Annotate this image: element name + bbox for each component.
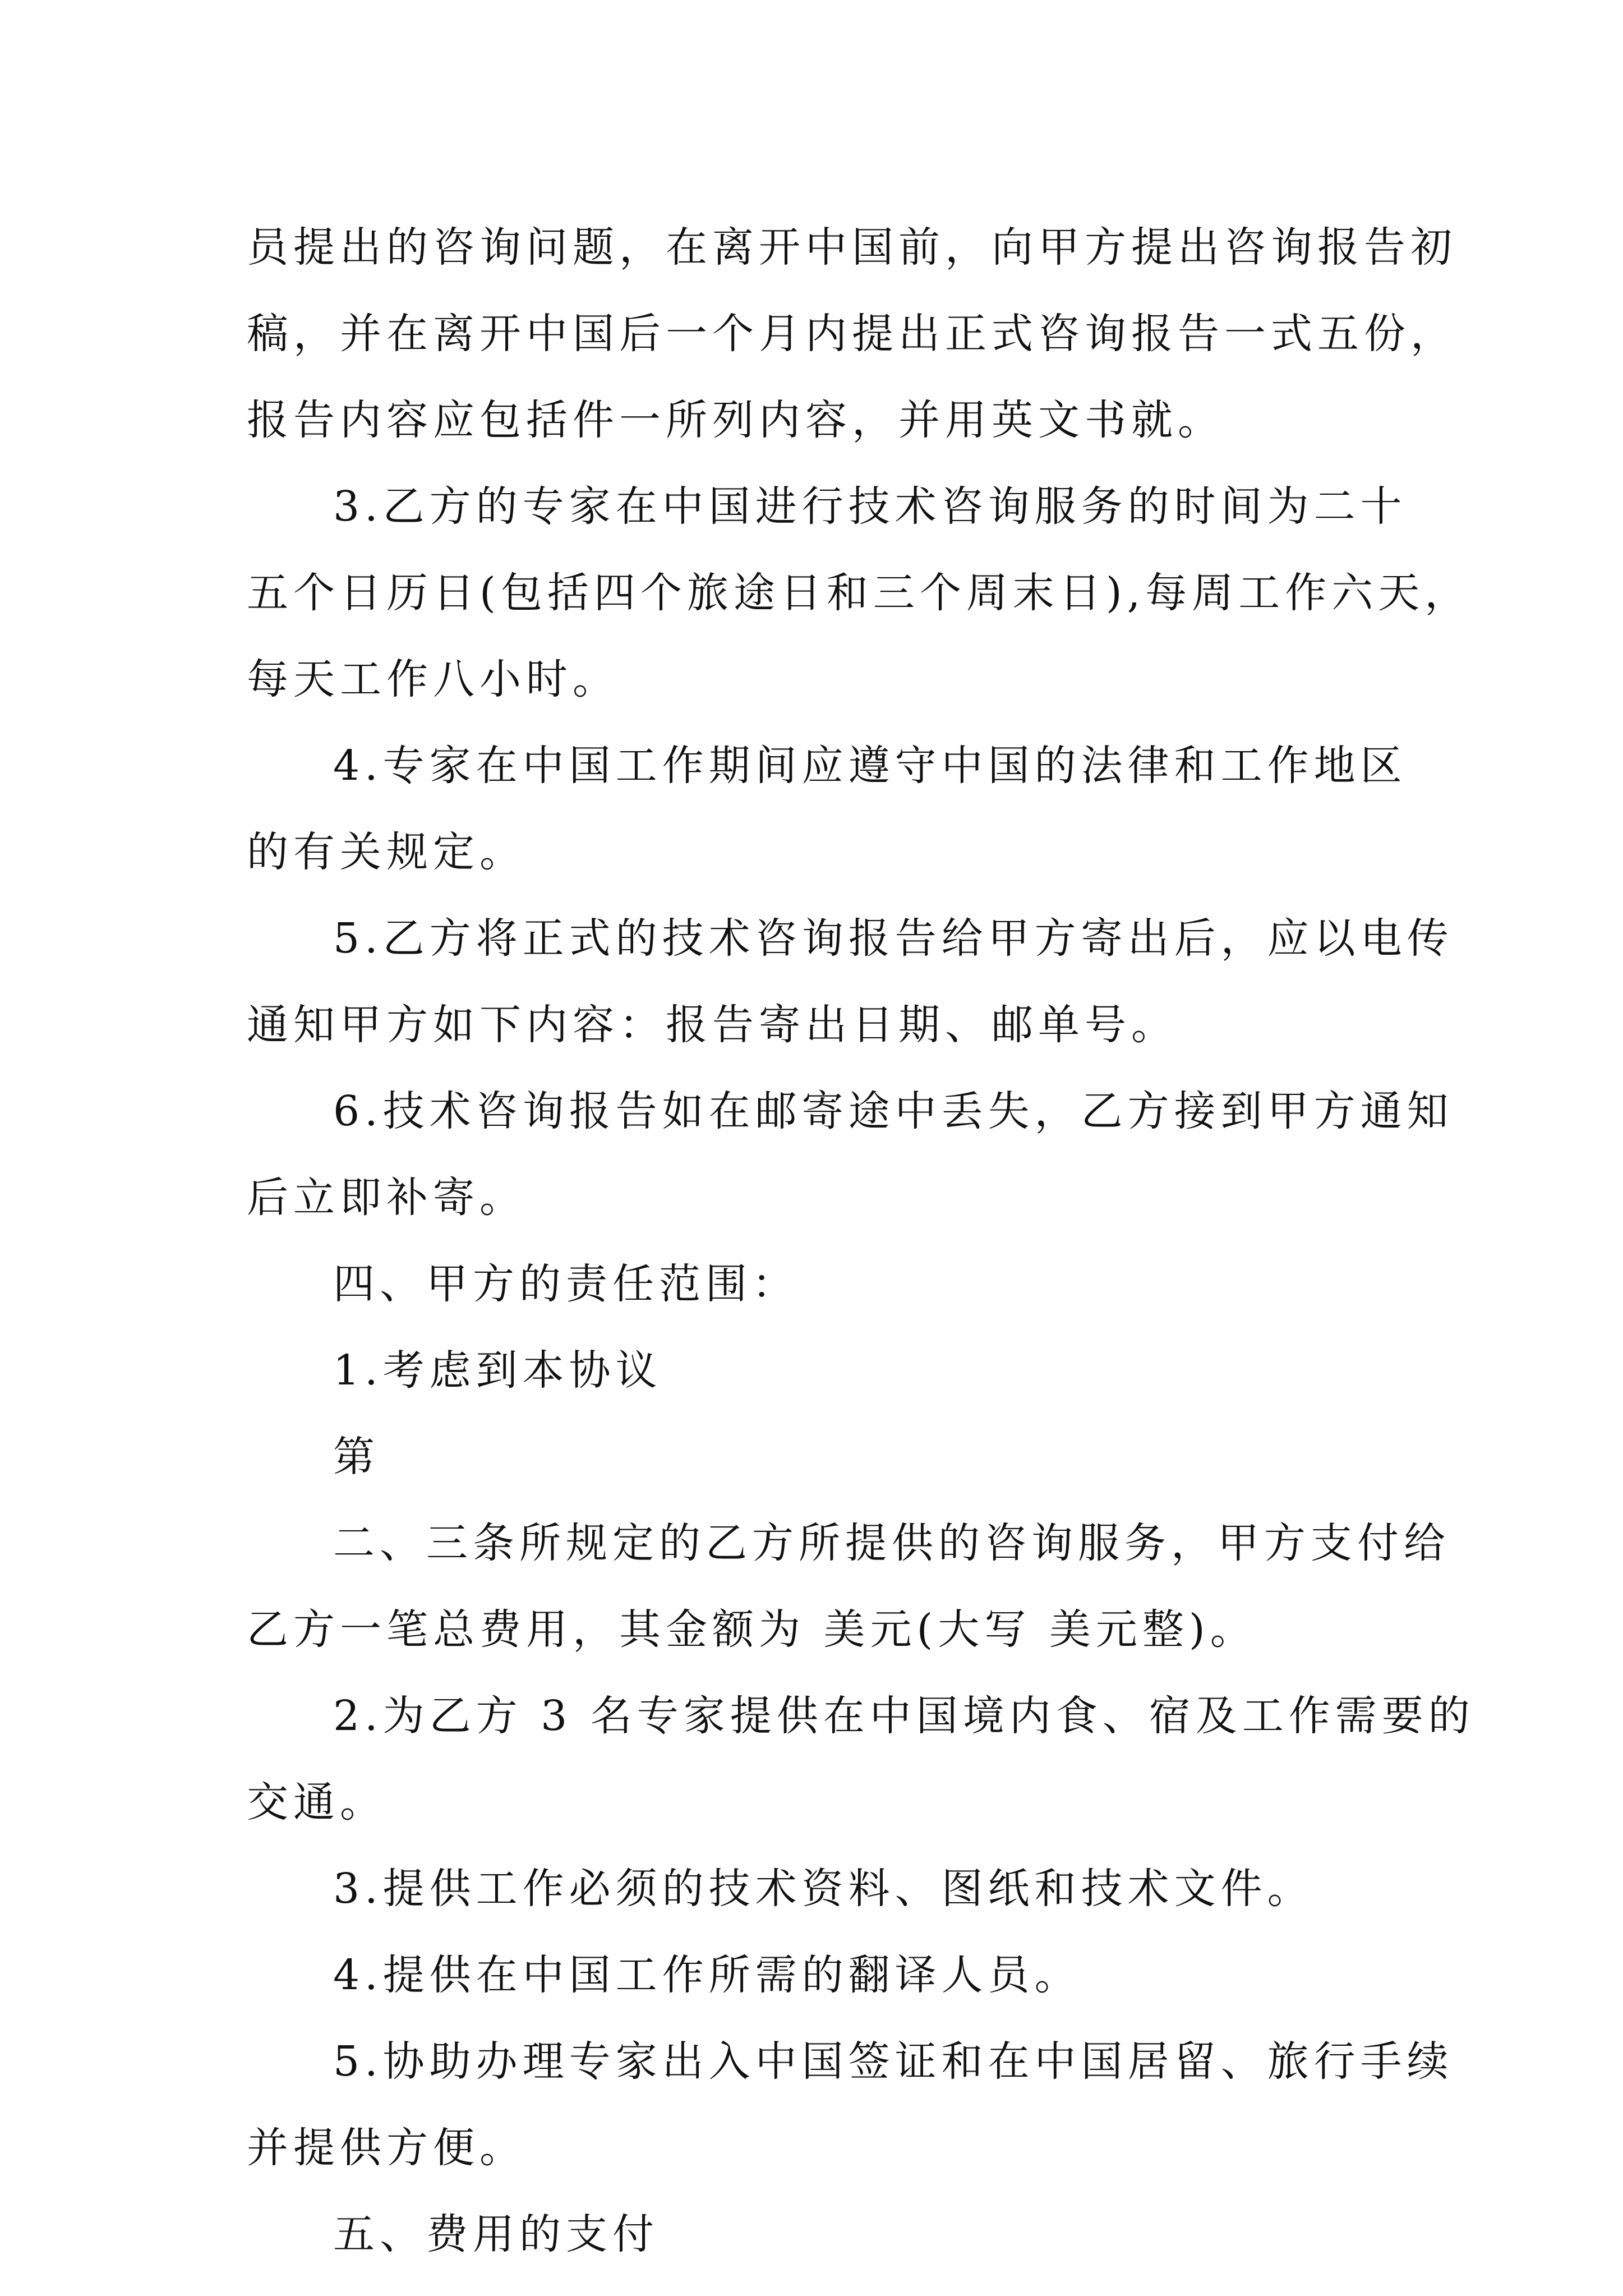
- text-line: 的有关规定。: [247, 828, 526, 876]
- text-line: 五个日历日(包括四个旅途日和三个周末日),每周工作六天，: [247, 569, 1472, 617]
- text-line: 2.为乙方 3 名专家提供在中国境内食、宿及工作需要的: [333, 1692, 1475, 1740]
- text-line: 二、三条所规定的乙方所提供的咨询服务，甲方支付给: [333, 1519, 1450, 1567]
- text-line: 并提供方便。: [247, 2124, 526, 2172]
- text-line: 稿，并在离开中国后一个月内提出正式咨询报告一式五份，: [247, 310, 1457, 358]
- text-line: 3.提供工作必须的技术资料、图纸和技术文件。: [333, 1865, 1314, 1913]
- text-line: 4.专家在中国工作期间应遵守中国的法律和工作地区: [333, 742, 1407, 790]
- text-line: 4.提供在中国工作所需的翻译人员。: [333, 1951, 1081, 1999]
- text-line: 每天工作八小时。: [247, 655, 619, 703]
- text-line: 员提出的咨询问题，在离开中国前，向甲方提出咨询报告初: [247, 223, 1457, 272]
- document-body: [247, 204, 1475, 2277]
- text-line: 1.考虑到本协议: [333, 1346, 662, 1395]
- text-line: 通知甲方如下内容：报告寄出日期、邮单号。: [247, 1001, 1178, 1049]
- text-line: 乙方一笔总费用，其金额为 美元(大写 美元整)。: [247, 1605, 1257, 1654]
- text-line: 后立即补寄。: [247, 1174, 526, 1222]
- text-line: 3.乙方的专家在中国进行技术咨询服务的时间为二十: [333, 482, 1407, 531]
- section-heading: 五、费用的支付: [333, 2210, 659, 2258]
- section-heading: 四、甲方的责任范围：: [333, 1260, 799, 1308]
- text-line: 交通。: [247, 1778, 386, 1826]
- text-line: 报告内容应包括件一所列内容，并用英文书就。: [247, 396, 1224, 444]
- text-line: 5.乙方将正式的技术咨询报告给甲方寄出后，应以电传: [333, 914, 1454, 963]
- text-line: 6.技术咨询报告如在邮寄途中丢失，乙方接到甲方通知: [333, 1087, 1454, 1135]
- text-line: 第: [333, 1433, 380, 1481]
- text-line: 5.协助办理专家出入中国签证和在中国居留、旅行手续: [333, 2037, 1454, 2086]
